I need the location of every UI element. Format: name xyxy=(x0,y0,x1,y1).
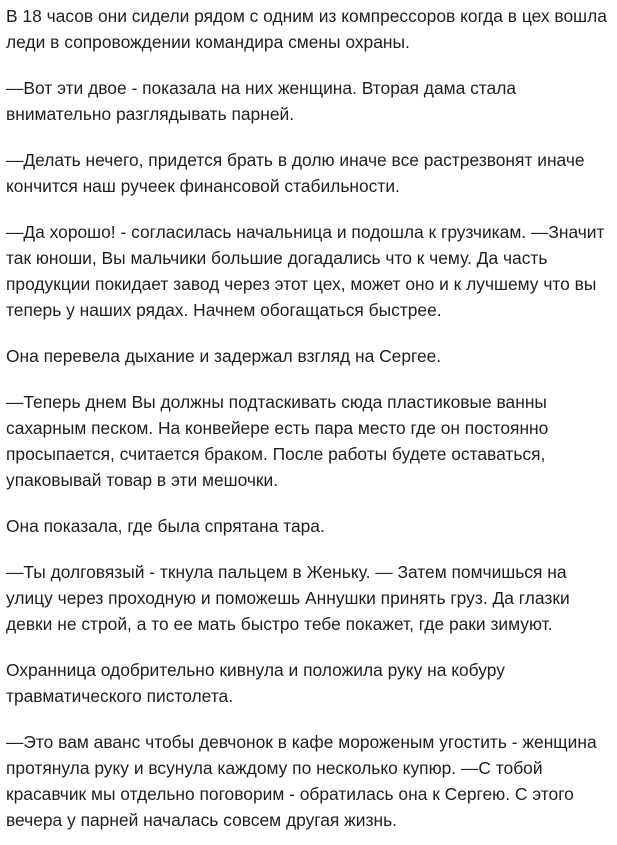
paragraph: Она перевела дыхание и задержал взгляд на Сергее. xyxy=(6,346,442,366)
paragraph: —Да хорошо! - согласилась начальница и подошла к грузчикам. —Значит так юноши, Вы мальчики большие догадались что к чему. Да часть продукции покидает завод через этот цех, может оно и к лучшему что вы теперь у наших рядах. Начнем обогащаться быстрее. xyxy=(6,222,605,320)
paragraph: —Это вам аванс чтобы девчонок в кафе мороженым угостить - женщина протянула руку и всунула каждому по несколько купюр. —С тобой красавчик мы отдельно поговорим - обратилась она к Сергею. С этого вечера у парней началась совсем другая жизнь. xyxy=(6,732,597,830)
paragraph: Охранница одобрительно кивнула и положила руку на кобуру травматического пистолета. xyxy=(6,660,505,706)
paragraph: В 18 часов они сидели рядом с одним из компрессоров когда в цех вошла леди в сопровождении командира смены охраны. xyxy=(6,6,607,52)
paragraph: —Теперь днем Вы должны подтаскивать сюда пластиковые ванны сахарным песком. На конвейере есть пара место где он постоянно просыпается, считается браком. После работы будете оставаться, упаковывай товар в эти мешочки. xyxy=(6,392,549,490)
paragraph: —Делать нечего, придется брать в долю иначе все растрезвонят иначе кончится наш ручеек финансовой стабильности. xyxy=(6,150,585,196)
paragraph: —Ты долговязый - ткнула пальцем в Женьку. — Затем помчишься на улицу через проходную и поможешь Аннушки принять груз. Да глазки девки не строй, а то ее мать быстро тебе покажет, где раки зимуют. xyxy=(6,562,570,634)
paragraph: Она показала, где была спрятана тара. xyxy=(6,516,325,536)
paragraph: —Вот эти двое - показала на них женщина. Вторая дама стала внимательно разглядывать парней. xyxy=(6,78,517,124)
